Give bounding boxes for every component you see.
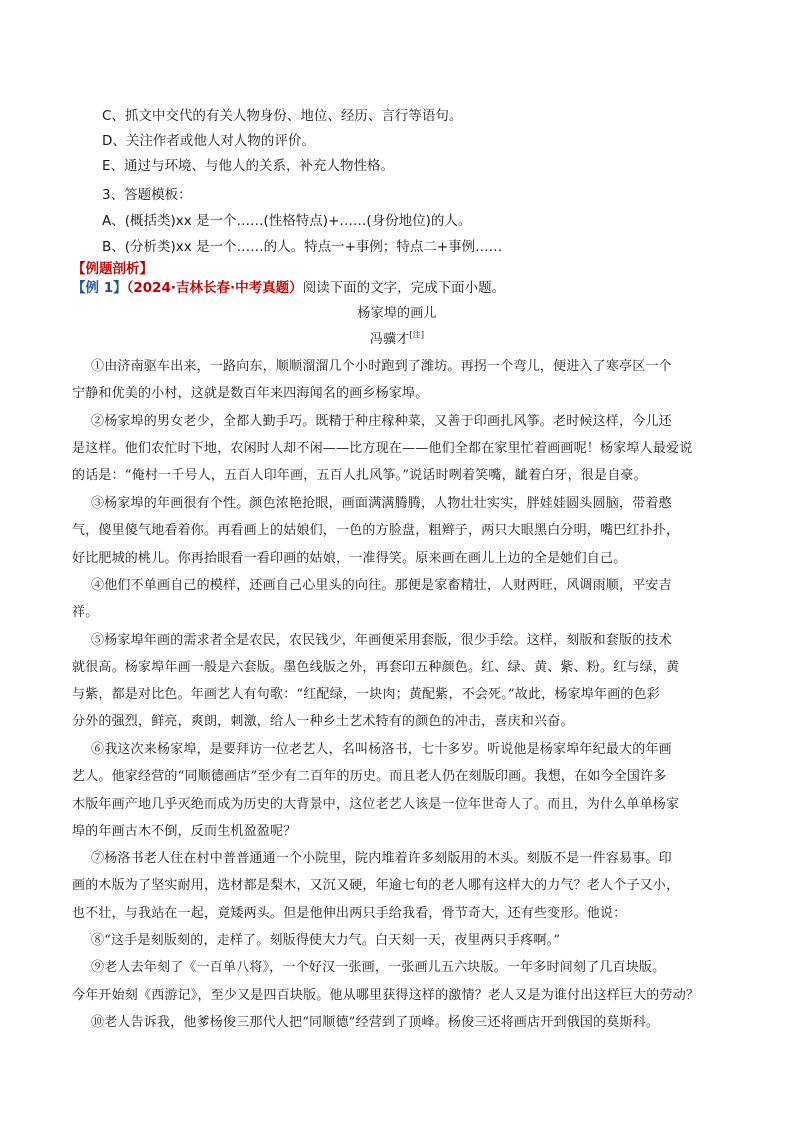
article-line: ⑥我这次来杨家埠，是要拜访一位老艺人，名叫杨洛书，七十多岁。听说他是杨家埠年纪最大的年画 bbox=[91, 742, 672, 757]
article-line: ④他们不单画自己的模样，还画自己心里头的向往。那便是家畜精壮，人财两旺，风调雨顺，平安吉 bbox=[91, 578, 672, 593]
article-title: 杨家埠的画儿 bbox=[357, 306, 437, 321]
template-b: B、(分析类)xx 是一个……的人。特点一+事例；特点二+事例…… bbox=[102, 239, 503, 255]
template-a: A、(概括类)xx 是一个……(性格特点)+……(身份地位)的人。 bbox=[102, 213, 472, 229]
article-line: 也不壮，与我站在一起，竟矮两头。但是他伸出两只手给我看，骨节奇大，还有些变形。他说： bbox=[72, 906, 627, 921]
article-line: ③杨家埠的年画很有个性。颜色浓艳抢眼，画面满满腾腾，人物壮壮实实，胖娃娃圆头圆脑，带着憨 bbox=[91, 496, 672, 511]
article-line: 画的木版为了坚实耐用，选材都是梨木，又沉又硬，年逾七旬的老人哪有这样大的力气？老人个子又小， bbox=[72, 878, 680, 893]
article-line: 与紫，都是对比色。年画艺人有句歌：“红配绿，一块肉；黄配紫，不会死。”故此，杨家埠年画的色彩 bbox=[72, 687, 660, 702]
article-line: ⑨老人去年刻了《一百单八将》，一个好汉一张画，一张画儿五六块版。一年多时间刻了几百块版。 bbox=[91, 960, 666, 975]
article-line: 今年开始刻《西游记》，至少又是四百块版。他从哪里获得这样的激情？老人又是为谁付出这样巨大的劳动？ bbox=[72, 988, 700, 1003]
article-line: 就很高。杨家埠年画一般是六套版。墨色线版之外，再套印五种颜色。红、绿、黄、紫、粉。红与绿，黄 bbox=[72, 660, 680, 675]
article-line: 气，傻里傻气地看着你。再看画上的姑娘们，一色的方脸盘，粗辫子，两只大眼黑白分明，嘴巴红扑扑， bbox=[72, 523, 680, 538]
example-line bbox=[72, 276, 505, 296]
article-line: 宁静和优美的小村，这就是数百年来四海闻名的画乡杨家埠。 bbox=[72, 386, 429, 401]
example-tag: 【例 1】 bbox=[72, 280, 127, 296]
article-line: 艺人。他家经营的“同顺德画店”至少有二百年的历史。而且老人仍在刻版印画。我想，在如今全国许多 bbox=[72, 769, 667, 784]
method-c: C、抓文中交代的有关人物身份、地位、经历、言行等语句。 bbox=[102, 108, 463, 124]
article-line: ⑧“这手是刻版刻的，走样了。刻版得使大力气。白天刻一天，夜里两只手疼啊。” bbox=[91, 933, 561, 948]
article-line: ⑩老人告诉我，他爹杨俊三那代人把“同顺德”经营到了顶峰。杨俊三还将画店开到俄国的莫斯科。 bbox=[91, 1015, 660, 1030]
article-line: ⑤杨家埠年画的需求者全是农民，农民钱少，年画便采用套版，很少手绘。这样，刻版和套版的技术 bbox=[91, 633, 672, 648]
article-line: 埠的年画古木不倒，反而生机盈盈呢？ bbox=[72, 824, 297, 839]
example-instruction: 阅读下面的文字，完成下面小题。 bbox=[302, 280, 506, 296]
article-line: ⑦杨洛书老人住在村中普普通通一个小院里，院内堆着许多刻版用的木头。刻版不是一件容易事。印 bbox=[91, 851, 672, 866]
example-source: （2024·吉林长春·中考真题） bbox=[126, 280, 303, 296]
article-line: 分外的强烈，鲜亮，爽朗，刺激，给人一种乡土艺术特有的颜色的冲击，喜庆和兴奋。 bbox=[72, 714, 574, 729]
author-note: [注] bbox=[409, 330, 425, 340]
article-line: 祥。 bbox=[72, 605, 99, 620]
article-line: 是这样。他们农忙时下地，农闲时人却不闲——比方现在——他们全都在家里忙着画画呢！杨家埠人最爱说 bbox=[72, 441, 693, 456]
method-e: E、通过与环境、与他人的关系，补充人物性格。 bbox=[102, 158, 395, 174]
template-heading: 3、答题模板： bbox=[102, 187, 192, 203]
article-line: 木版年画产地几乎灭绝而成为历史的大背景中，这位老艺人该是一位年世奇人了。而且，为什么单单杨家 bbox=[72, 797, 680, 812]
section-label: 【例题剖析】 bbox=[72, 261, 153, 277]
article-line: 的话是：“俺村一千号人，五百人印年画，五百人扎风筝。”说话时咧着笑嘴，龇着白牙，很是自豪。 bbox=[72, 468, 647, 483]
author-name: 冯骥才 bbox=[369, 332, 410, 347]
article-author bbox=[0, 328, 794, 347]
article-line: 好比肥城的桃儿。你再抬眼看一看印画的姑娘，一准得笑。原来画在画儿上边的全是她们自己。 bbox=[72, 551, 627, 566]
article-line: ②杨家埠的男女老少，全都人勤手巧。既精于种庄稼种菜，又善于印画扎风筝。老时候这样，今儿还 bbox=[91, 414, 672, 429]
article-line: ①由济南驱车出来，一路向东，顺顺溜溜几个小时跑到了潍坊。再拐一个弯儿，便进入了寒亭区一个 bbox=[91, 359, 672, 374]
method-d: D、关注作者或他人对人物的评价。 bbox=[102, 133, 315, 149]
